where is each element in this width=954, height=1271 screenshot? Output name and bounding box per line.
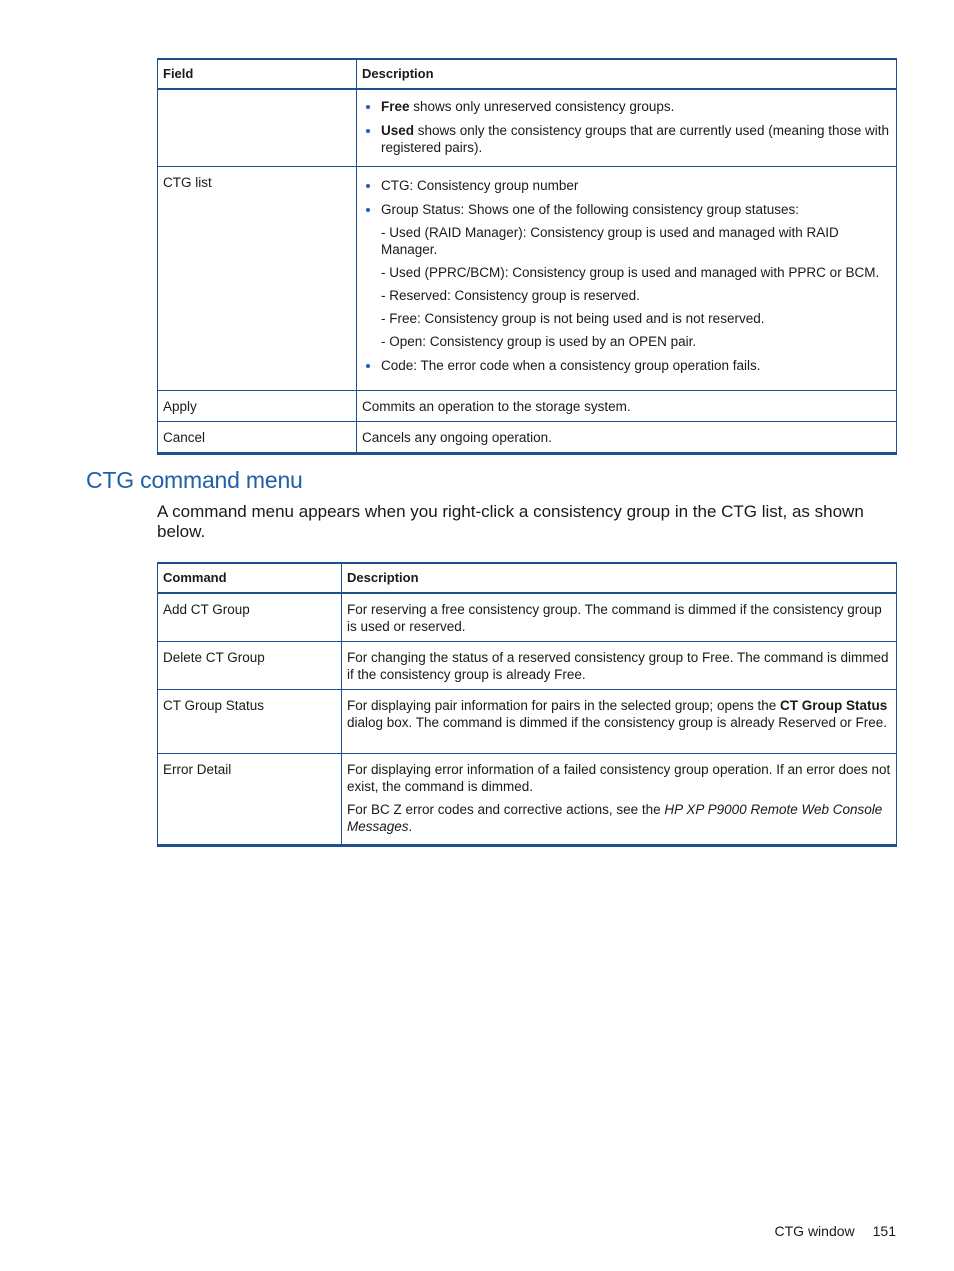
table-row (158, 89, 897, 166)
list-item (381, 122, 891, 156)
description-cell: For reserving a free consistency group. The command is dimmed if the consistency group is used or reserved. (342, 593, 897, 642)
bullet-list (362, 98, 891, 156)
description-text: For displaying pair information for pairs in the selected group; opens the (347, 698, 780, 713)
column-header-command: Command (158, 563, 342, 593)
description-text: . (408, 819, 413, 834)
description-text: For BC Z error codes and corrective actions, see the (347, 802, 665, 817)
sublist-item: - Reserved: Consistency group is reserved. (381, 287, 640, 303)
footer-section-name: CTG window (774, 1223, 855, 1239)
description-cell: Cancels any ongoing operation. (357, 421, 897, 453)
list-item (381, 357, 891, 374)
bold-term: Free (381, 99, 410, 114)
fields-table (157, 58, 897, 455)
bold-term: Used (381, 123, 415, 138)
list-item (381, 201, 891, 350)
intro-paragraph: A command menu appears when you right-click a consistency group in the CTG list, as shown below. (157, 502, 864, 541)
column-header-description: Description (357, 59, 897, 89)
command-cell: CT Group Status (158, 690, 342, 754)
description-text: dialog box. The command is dimmed if the consistency group is already Reserved or Free. (347, 715, 888, 730)
commands-table (157, 562, 897, 847)
table-header-row (158, 59, 897, 89)
column-header-field: Field (158, 59, 357, 89)
command-cell: Error Detail (158, 754, 342, 846)
description-cell: For changing the status of a reserved consistency group to Free. The command is dimmed if the consistency group is already Free. (342, 642, 897, 690)
description-cell (357, 166, 897, 390)
list-item (381, 177, 891, 194)
list-item-text: Code: The error code when a consistency group operation fails. (381, 357, 761, 373)
manual-title: HP XP P9000 Remote Web Console Messages (347, 802, 883, 834)
status-sublist (381, 224, 891, 350)
command-cell: Add CT Group (158, 593, 342, 642)
table-header-row (158, 563, 897, 593)
section-heading: CTG command menu (86, 467, 303, 493)
bullet-list (362, 177, 891, 374)
description-cell (342, 754, 897, 846)
table-row (158, 642, 897, 690)
command-cell: Delete CT Group (158, 642, 342, 690)
description-cell: Commits an operation to the storage system. (357, 390, 897, 421)
description-text: For displaying error information of a failed consistency group operation. If an error does not exist, the command is dimmed. (347, 762, 891, 794)
sublist-item: - Open: Consistency group is used by an OPEN pair. (381, 333, 697, 349)
dialog-name: CT Group Status (780, 698, 888, 713)
sublist-item: - Used (RAID Manager): Consistency group is used and managed with RAID Manager. (381, 224, 839, 257)
field-cell (158, 89, 357, 166)
description-cell (342, 690, 897, 754)
sublist-item: - Free: Consistency group is not being used and is not reserved. (381, 310, 765, 326)
list-item (381, 98, 891, 115)
sublist-item: - Used (PPRC/BCM): Consistency group is used and managed with PPRC or BCM. (381, 264, 880, 280)
list-item-text: CTG: Consistency group number (381, 177, 579, 193)
field-cell: CTG list (158, 166, 357, 390)
table-row (158, 690, 897, 754)
column-header-description: Description (342, 563, 897, 593)
page-footer (775, 1223, 897, 1239)
table-row (158, 390, 897, 421)
table-row (158, 166, 897, 390)
list-item-text: shows only the consistency groups that are currently used (meaning those with registered pairs). (381, 123, 890, 155)
list-item-text: Group Status: Shows one of the following consistency group statuses: (381, 201, 799, 217)
reference-text (347, 801, 891, 835)
list-item-text: shows only unreserved consistency groups. (409, 99, 675, 114)
field-cell: Cancel (158, 421, 357, 453)
table-row (158, 421, 897, 453)
description-cell (357, 89, 897, 166)
table-row (158, 593, 897, 642)
table-row (158, 754, 897, 846)
page-number: 151 (872, 1223, 896, 1239)
field-cell: Apply (158, 390, 357, 421)
